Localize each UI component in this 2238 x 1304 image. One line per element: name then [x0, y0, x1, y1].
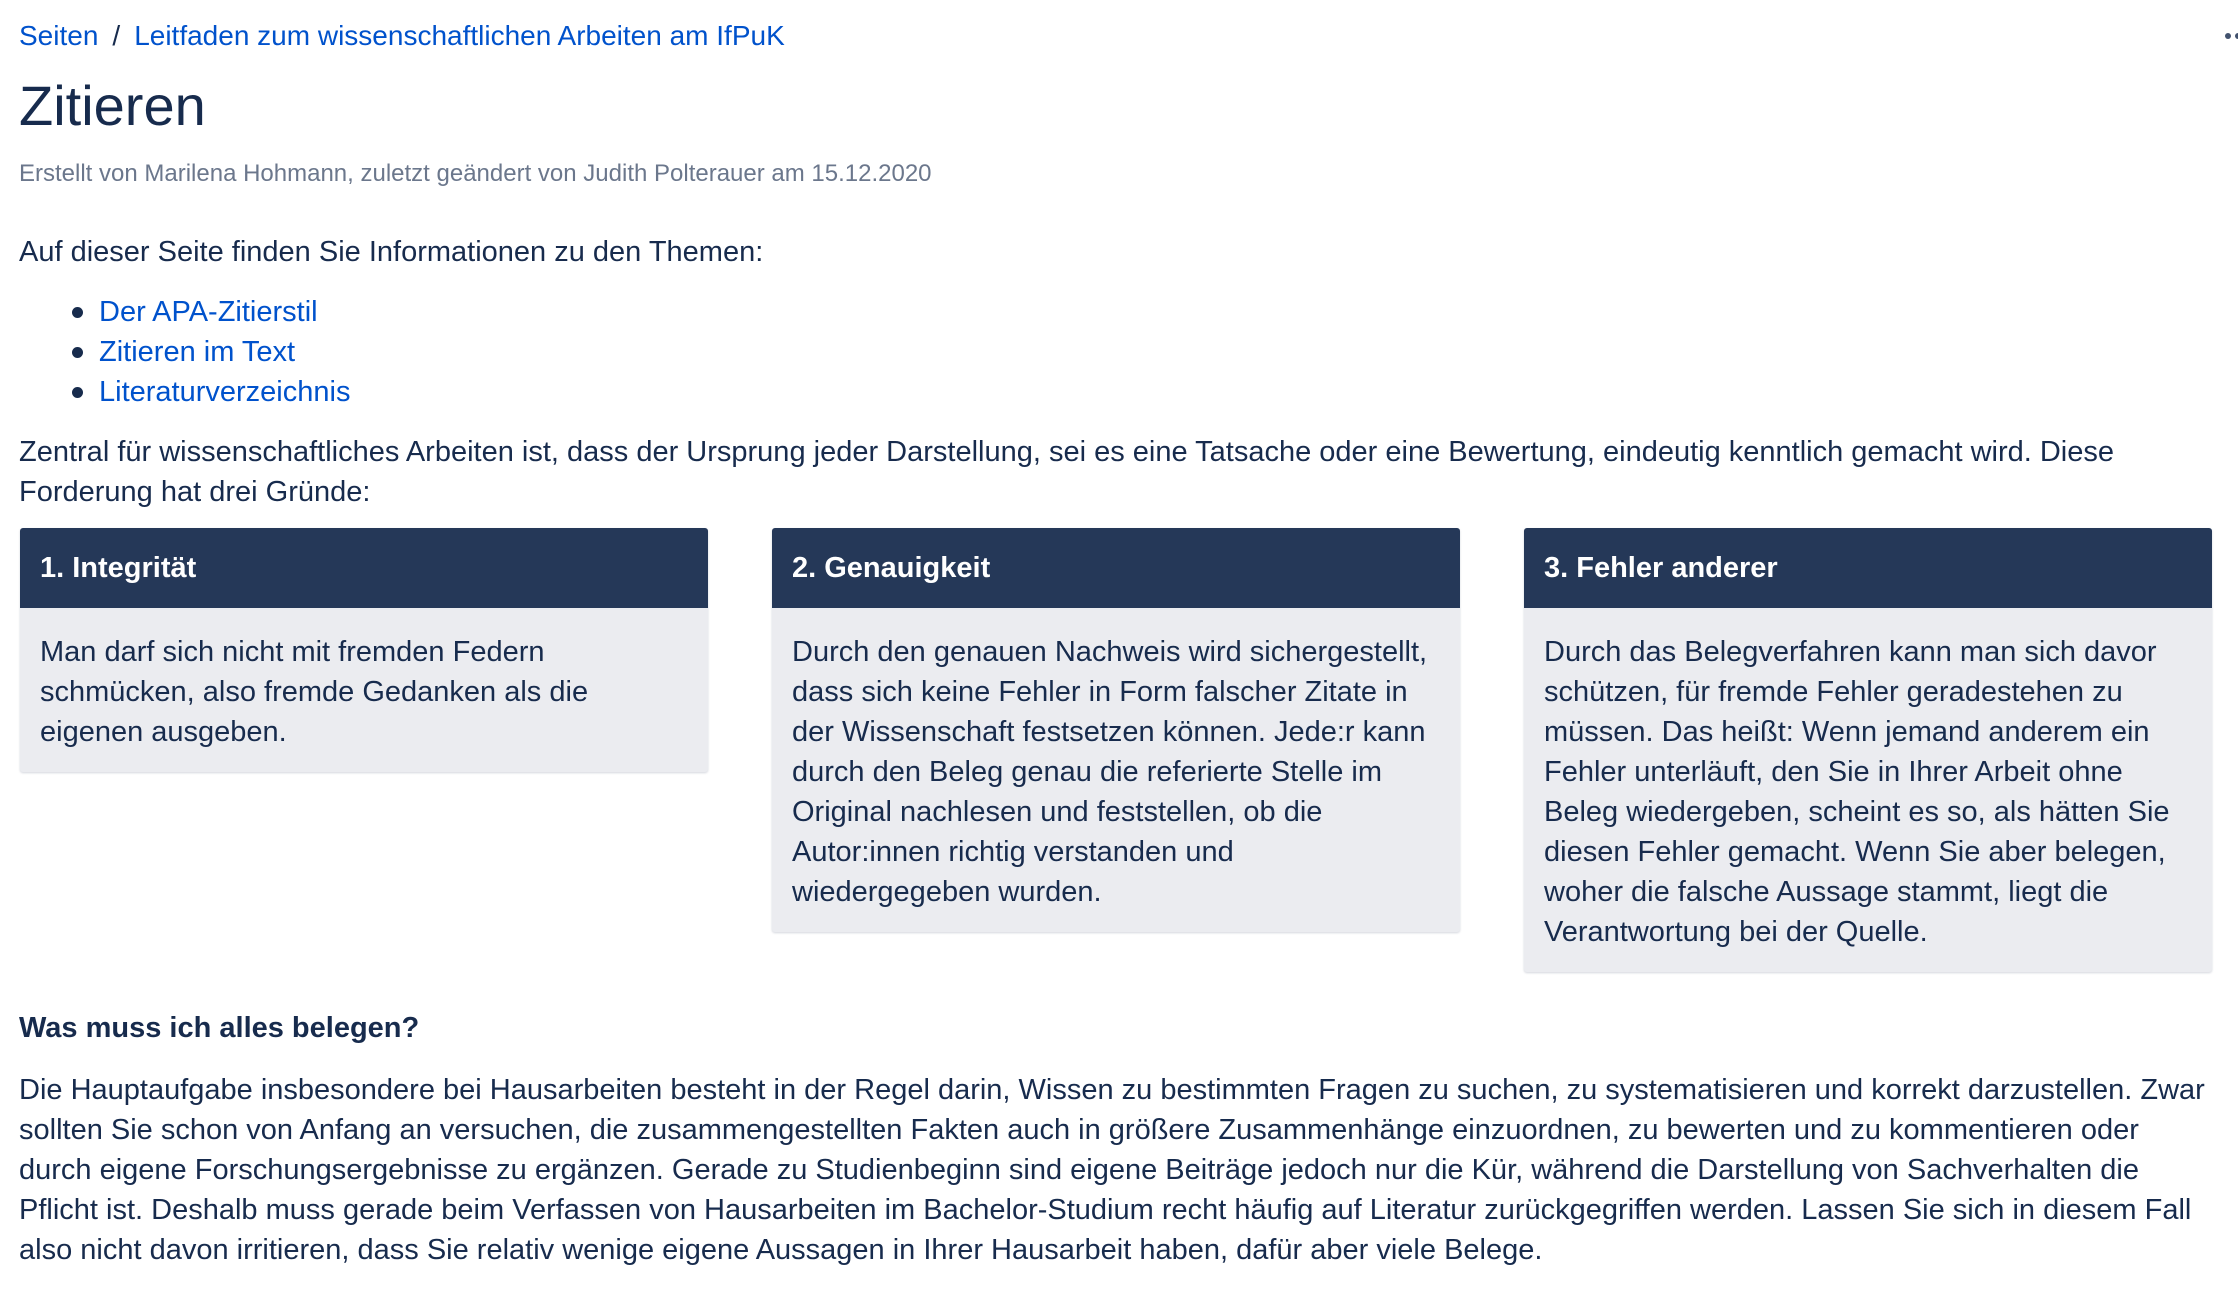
panel-body: Man darf sich nicht mit fremden Federn schmücken, also fremde Gedanken als die eigenen ausgeben. [40, 636, 589, 748]
bullet-icon [72, 347, 83, 358]
section-heading: Was muss ich alles belegen? [19, 1012, 420, 1044]
toc-item [19, 332, 350, 372]
more-actions-icon[interactable] [2225, 30, 2238, 42]
bullet-icon [72, 387, 83, 398]
breadcrumb-separator: / [112, 20, 121, 51]
page-byline: Erstellt von Marilena Hohmann, zuletzt geändert von Judith Polterauer am 15.12.2020 [19, 160, 932, 187]
more-dot [2225, 33, 2231, 39]
panel-title: 3. Fehler anderer [1524, 528, 2212, 608]
breadcrumb [19, 18, 785, 54]
page-title: Zitieren [19, 74, 206, 137]
toc-link-zitieren-im-text[interactable]: Zitieren im Text [99, 336, 296, 368]
panel-fehler-anderer [1524, 528, 2212, 972]
panel-body: Durch das Belegverfahren kann man sich davor schützen, für fremde Fehler geradestehen zu müssen. Das heißt: Wenn jemand anderem ein Fehler unterläuft, den Sie in Ihrer Arbeit ohne Beleg wiedergeben, scheint es so, als hätten Sie diesen Fehler gemacht. Wenn Sie aber belegen, woher die falsche Aussage stammt, liegt die Verantwortung bei der Quelle. [1544, 636, 2170, 948]
intro-text: Auf dieser Seite finden Sie Informationen zu den Themen: [19, 236, 764, 268]
panel-title: 2. Genauigkeit [772, 528, 1460, 608]
toc-link-apa-zitierstil[interactable]: Der APA-Zitierstil [99, 296, 318, 328]
panel-title: 1. Integrität [20, 528, 708, 608]
toc-item [19, 372, 350, 412]
body-paragraph-1: Zentral für wissenschaftliches Arbeiten ist, dass der Ursprung jeder Darstellung, sei es eine Tatsache oder eine Bewertung, eindeutig kenntlich gemacht wird. Diese Forderung hat drei Gründe: [19, 436, 2115, 508]
toc-link-literaturverzeichnis[interactable]: Literaturverzeichnis [99, 376, 351, 408]
panel-genauigkeit [772, 528, 1460, 932]
panel-integritaet [20, 528, 708, 772]
panel-body: Durch den genauen Nachweis wird sichergestellt, dass sich keine Fehler in Form falscher Zitate in der Wissenschaft festsetzen können. Jede:r kann durch den Beleg genau die referierte Stelle im Original nachlesen und feststellen, ob die Autor:innen richtig verstanden und wiedergegeben wurden. [792, 636, 1428, 908]
breadcrumb-link-parent[interactable]: Leitfaden zum wissenschaftlichen Arbeiten am IfPuK [134, 20, 785, 51]
body-paragraph-2: Die Hauptaufgabe insbesondere bei Hausarbeiten besteht in der Regel darin, Wissen zu bestimmten Fragen zu suchen, zu systematisieren und korrekt darzustellen. Zwar sollten Sie schon von Anfang an versuchen, die zusammengestellten Fakten auch in größere Zusammenhänge einzuordnen, zu bewerten und zu kommentieren oder durch eigene Forschungsergebnisse zu ergänzen. Gerade zu Studienbeginn sind eigene Beiträge jedoch nur die Kür, während die Darstellung von Sachverhalten die Pflicht ist. Deshalb muss gerade beim Verfassen von Hausarbeiten im Bachelor-Studium recht häufig auf Literatur zurückgegriffen werden. Lassen Sie sich in diesem Fall also nicht davon irritieren, dass Sie relativ wenige eigene Aussagen in Ihrer Hausarbeit haben, dafür aber viele Belege. [19, 1074, 2205, 1266]
breadcrumb-link-seiten[interactable]: Seiten [19, 20, 99, 51]
bullet-icon [72, 307, 83, 318]
toc-list [19, 292, 350, 412]
toc-item [19, 292, 350, 332]
